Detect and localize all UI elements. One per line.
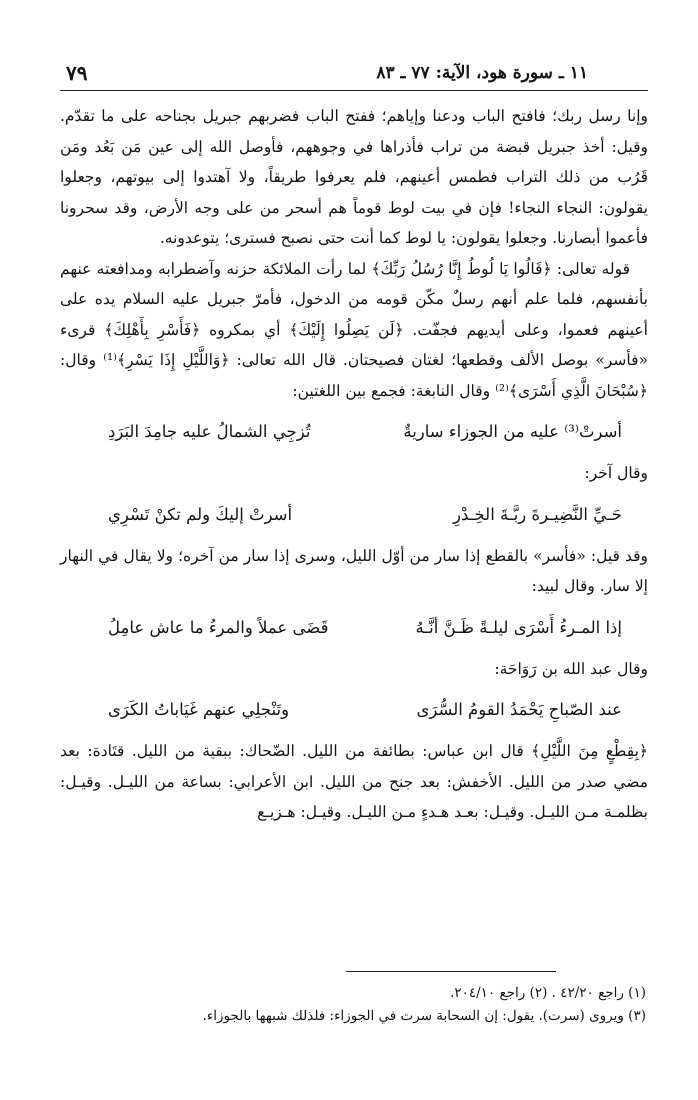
verse-second-hemistich: وتَنْجلِي عنهم غَيَاباتُ الكَرَى (108, 700, 290, 719)
paragraph-asra-meaning: وقد قيل: «فأسر» بالقطع إذا سار من أوّل الليل، وسرى إذا سار من آخره؛ ولا يقال في النهار إلا سار. وقال لبيد: (60, 546, 648, 595)
main-text (60, 101, 648, 828)
book-page (60, 56, 648, 828)
page-number: ٧٩ (66, 61, 88, 85)
verse-first-hemistich: عند الصّباحِ يَحْمَدُ القومُ السُّرَى (416, 700, 622, 719)
poem-verse-labid (60, 602, 648, 654)
paragraph-commentary: قوله تعالى: ﴿قَالُوا يَا لُوطُ إِنَّا رُسُلُ رَبِّكَ﴾ لما رأت الملائكة حزنه وآضطرابه ومدافعته عنهم بأنفسهم، فلما علم أنهم رسلٌ مكّن قومه من الدخول، فأمرّ جبريل عليه السلام يده على أعينهم فعموا، وعلى أيديهم فجفّت. ﴿لَن يَصِلُوا إِلَيْكَ﴾ أي بمكروه ﴿فَأَسْرِ بِأَهْلِكَ﴾ قرىء «فأسر» بوصل الألف وقطعها؛ لغتان فصيحتان. قال الله تعالى: ﴿وَاللَّيْلِ إِذَا يَسْرِ﴾⁽¹⁾ وقال: ﴿سُبْحَانَ الَّذِي أَسْرَى﴾⁽²⁾ وقال النابغة: فجمع بين اللغتين: (60, 259, 648, 400)
footnote-variant: (٣) ويروى (سرت). يقول: إن السحابة سرت في الجوزاء: فلذلك شبهها بالجوزاء. (202, 1008, 646, 1024)
poem-verse-another (60, 489, 648, 541)
footnote-references: (١) راجع ٤٢/٢٠ . (٢) راجع ٢٠٤/١٠. (450, 985, 646, 1001)
running-title: ١١ ـ سورة هود، الآية: ٧٧ ـ ٨٣ (376, 63, 588, 83)
verse-first-hemistich: أسرتْ⁽³⁾ عليه من الجوزاء ساريةٌ (403, 422, 622, 441)
poem-verse-nabigha (60, 406, 648, 458)
verse-first-hemistich: إذا المـرءُ أَسْرَى ليلـةً ظَـنَّ أنَّـهُ (415, 617, 622, 637)
verse-first-hemistich: حَـيِّ النَّضِيـرةَ ربَّـةَ الخِـدْرِ (453, 504, 622, 524)
paragraph-story: وإنا رسل ربك؛ فافتح الباب ودعنا وإياهم؛ ففتح الباب فضربهم جبريل بجناحه على ما تقدّم. وقيل: أخذ جبريل قبضة من تراب فأذراها في وجوههم، فأوصل الله إلى عين مَن بَعُد ومَن قَرُب من ذلك التراب فطمس أعينهم، فلم يعرفوا طريقاً، ولا آهتدوا إلى بيوتهم، وجعلوا يقولون: النجاء النجاء! فإن في بيت لوط قوماً هم أسحر من على وجه الأرض، وقد سحرونا فأعموا أبصارنا. وجعلوا يقولون: يا لوط كما أنت حتى نصبح فسترى؛ يتوعدونه. (60, 107, 648, 247)
paragraph-bi-qit: ﴿بِقِطْعٍ مِنَ اللَّيْلِ﴾ قال ابن عباس: بطائفة من الليل. الضّحاك: ببقية من الليل. قتَادة: بعد مضي صدر من الليل. الأخفش: بعد جنح من الليل. ابن الأعرابي: بساعة من الليـل. وقيـل: بظلمـة مـن الليـل. وقيـل: بعـد هـدءٍ مـن الليـل. وقيـل: هـزيـع (60, 742, 648, 821)
footnotes (70, 982, 646, 1028)
paragraph-another-poet: وقال آخر: (584, 464, 648, 482)
verse-second-hemistich: قَضَى عملاً والمرءُ ما عاش عامِلُ (108, 617, 329, 637)
footnote-divider (346, 971, 556, 972)
page-header (60, 56, 648, 91)
verse-second-hemistich: أسرتْ إليكَ ولم تكنْ تَسْرِي (108, 504, 293, 524)
verse-second-hemistich: تُزجِي الشمالُ عليه جامِدَ البَرَدِ (108, 422, 311, 441)
paragraph-ibn-rawaha: وقال عبد الله بن رَوَاحَة: (494, 659, 648, 678)
poem-verse-ibn-rawaha (60, 684, 648, 736)
